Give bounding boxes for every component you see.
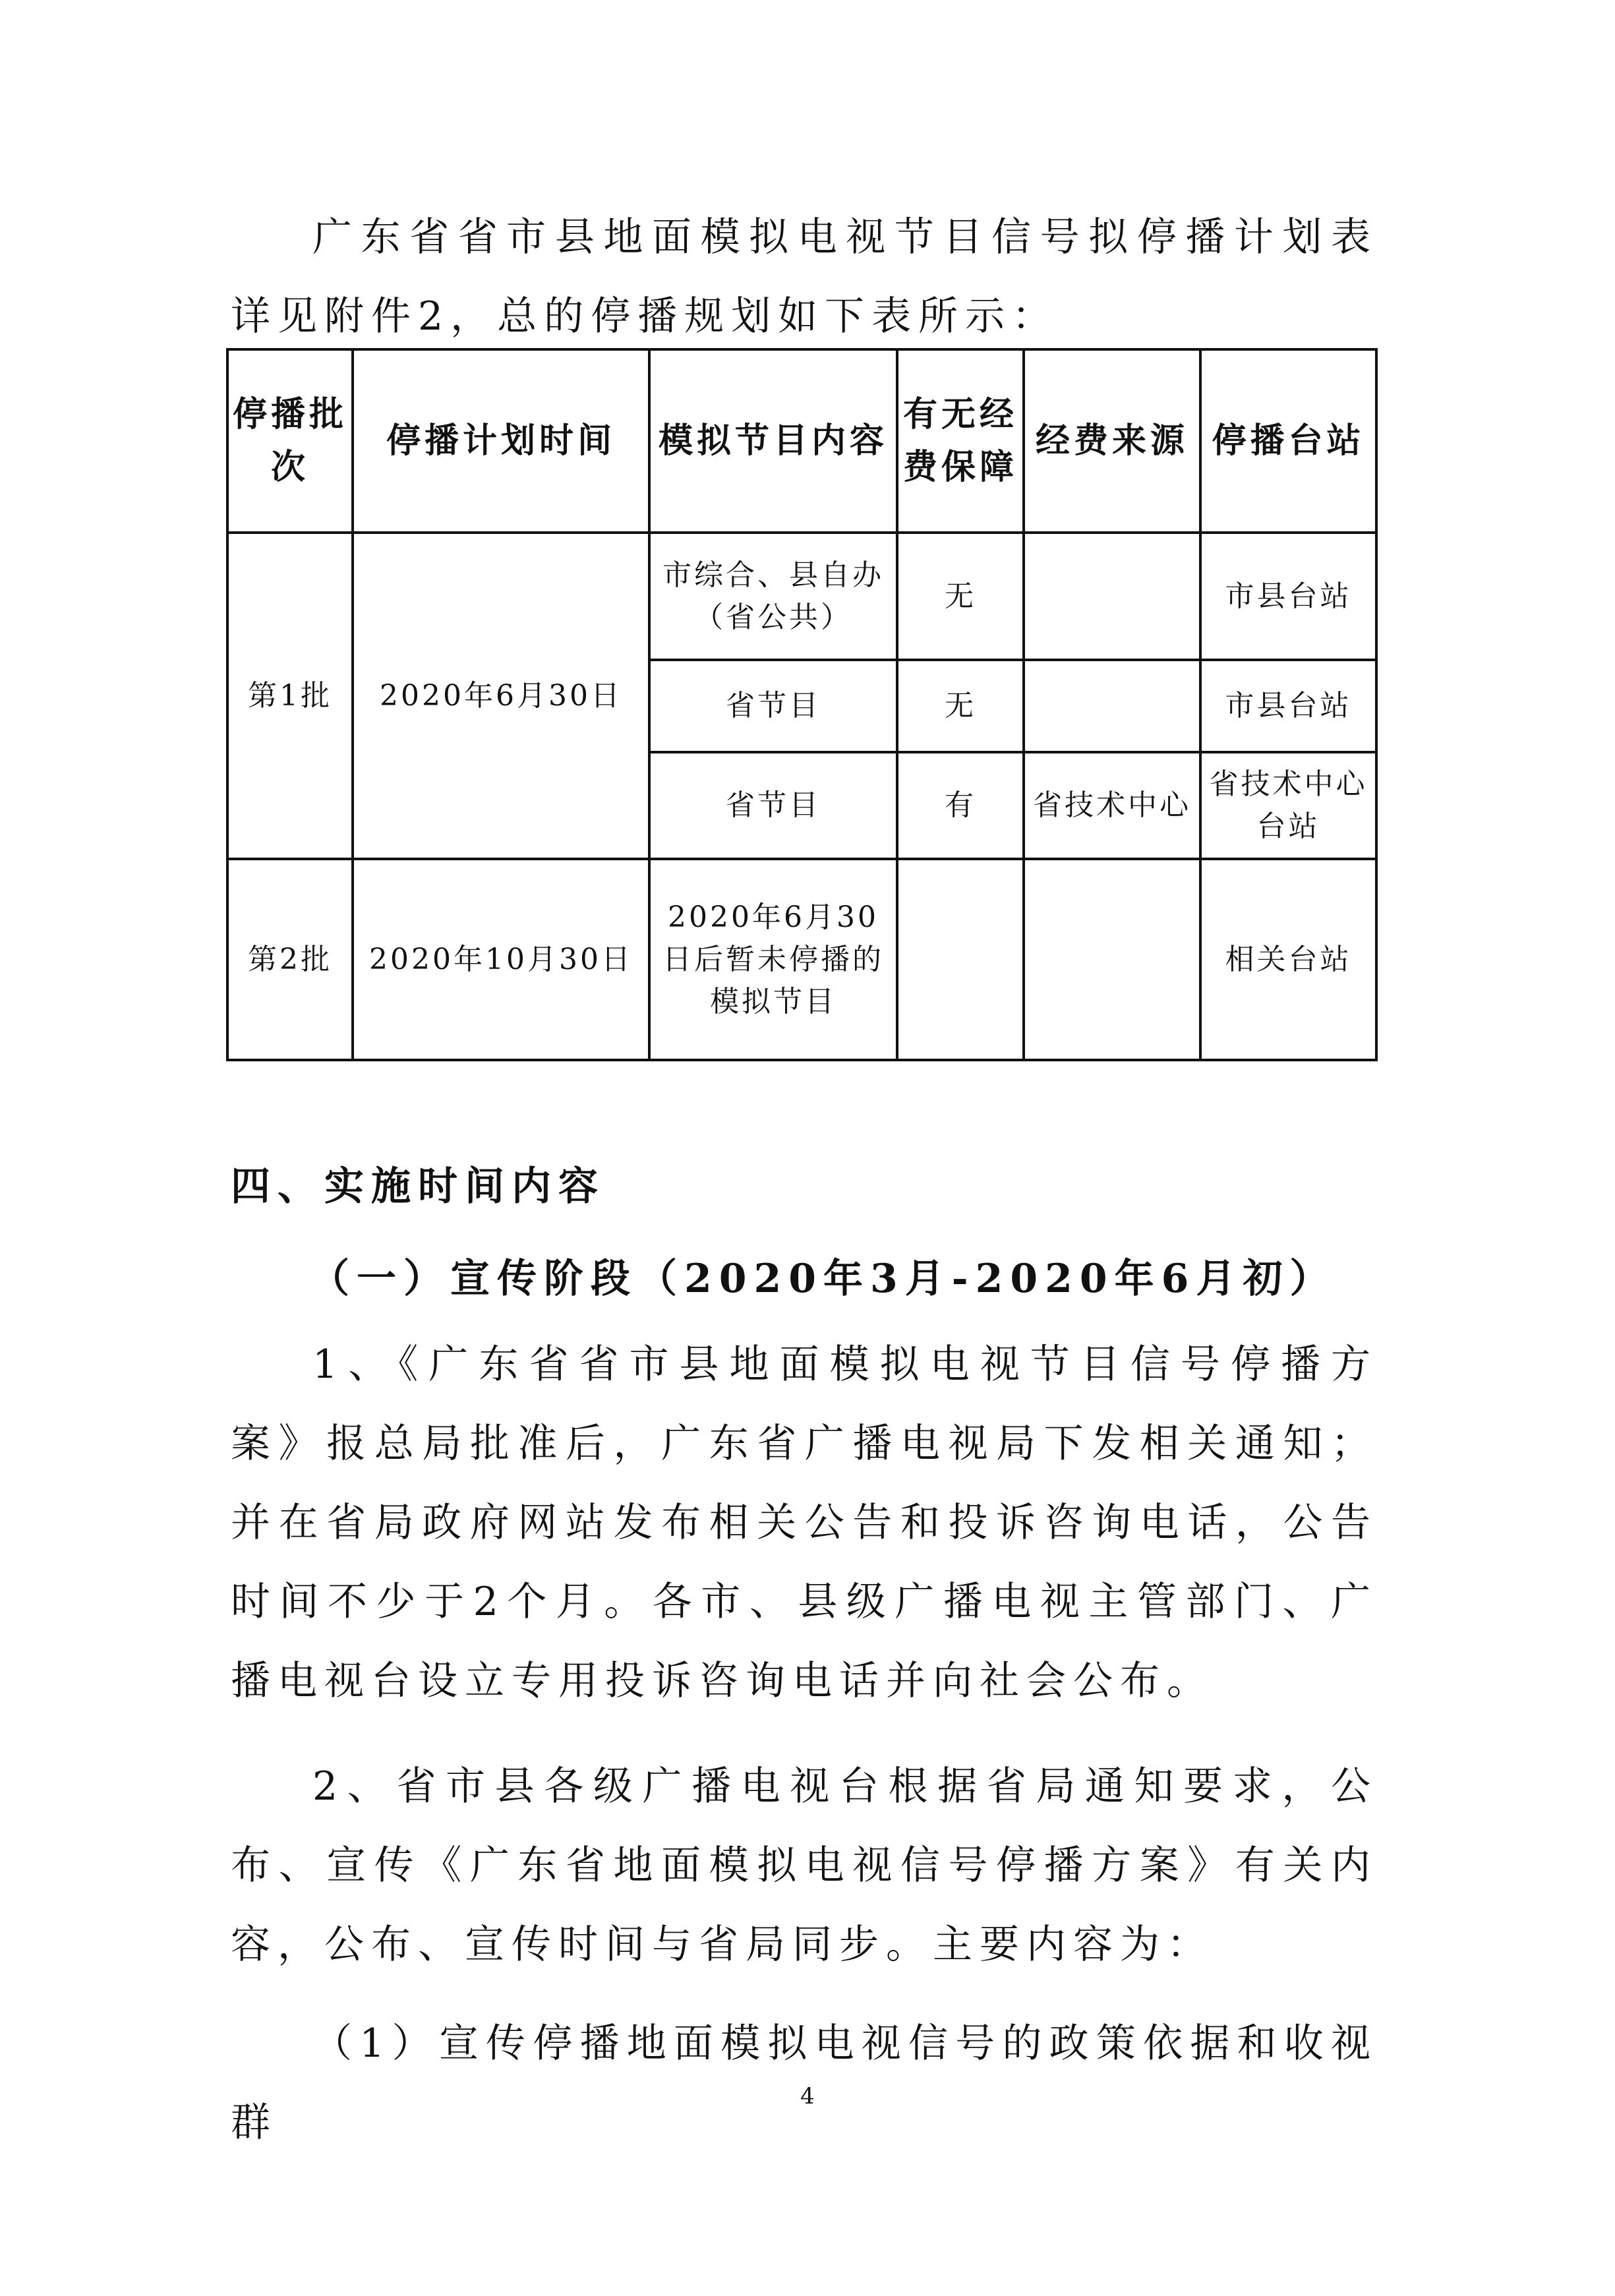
subsection-heading: （一）宣传阶段（2020年3月-2020年6月初） [310, 1256, 1337, 1302]
station-cell: 相关台站 [1200, 859, 1376, 1060]
source-cell: 省技术中心 [1024, 752, 1200, 859]
funding-cell: 有 [897, 752, 1024, 859]
plan-time-cell: 2020年6月30日 [353, 533, 649, 859]
intro-paragraph: 广东省省市县地面模拟电视节目信号拟停播计划表详见附件2，总的停播规划如下表所示： [231, 214, 1378, 339]
content-cell: 省节目 [649, 752, 897, 859]
station-cell: 市县台站 [1200, 533, 1376, 660]
content-cell: 2020年6月30日后暂未停播的模拟节目 [649, 859, 897, 1060]
section-heading: 四、实施时间内容 [231, 1163, 605, 1210]
paragraph-1: 1、《广东省省市县地面模拟电视节目信号停播方案》报总局批准后，广东省广播电视局下发相关通知；并在省局政府网站发布相关公告和投诉咨询电话，公告时间不少于2个月。各市、县级广播电视主管部门、广播电视台设立专用投诉咨询电话并向社会公布。 [231, 1341, 1378, 1704]
source-cell [1024, 859, 1200, 1060]
paragraph-3: （1）宣传停播地面模拟电视信号的政策依据和收视群 [231, 2020, 1378, 2146]
batch-cell: 第1批 [227, 533, 353, 859]
page-number: 4 [800, 2083, 815, 2109]
header-batch: 停播批次 [227, 349, 353, 533]
station-cell: 省技术中心台站 [1200, 752, 1376, 859]
content-cell: 省节目 [649, 660, 897, 752]
table-row [227, 859, 1376, 1060]
plan-time-cell: 2020年10月30日 [353, 859, 649, 1060]
header-funding: 有无经费保障 [897, 349, 1024, 533]
source-cell [1024, 660, 1200, 752]
source-cell [1024, 533, 1200, 660]
funding-cell: 无 [897, 533, 1024, 660]
shutdown-plan-table [226, 348, 1378, 1061]
batch-cell: 第2批 [227, 859, 353, 1060]
content-cell: 市综合、县自办（省公共） [649, 533, 897, 660]
funding-cell: 无 [897, 660, 1024, 752]
header-station: 停播台站 [1200, 349, 1376, 533]
funding-cell [897, 859, 1024, 1060]
paragraph-2: 2、省市县各级广播电视台根据省局通知要求，公布、宣传《广东省地面模拟电视信号停播方案》有关内容，公布、宣传时间与省局同步。主要内容为： [231, 1763, 1378, 1968]
header-plan-time: 停播计划时间 [353, 349, 649, 533]
station-cell: 市县台站 [1200, 660, 1376, 752]
table-header-row [227, 349, 1376, 533]
header-funding-source: 经费来源 [1024, 349, 1200, 533]
header-program-content: 模拟节目内容 [649, 349, 897, 533]
table-row [227, 533, 1376, 660]
